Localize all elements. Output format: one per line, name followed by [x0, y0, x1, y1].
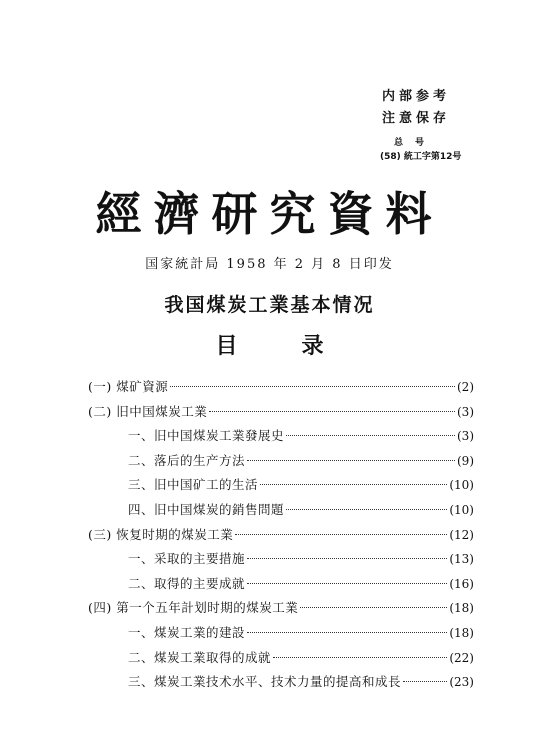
toc-entry	[88, 670, 474, 695]
toc-entry	[88, 572, 474, 597]
toc-entry-label: 三、煤炭工業技术水平、技术力量的提高和成長	[128, 674, 402, 690]
toc-entry-page: (9)	[457, 453, 474, 468]
toc-entry	[88, 523, 474, 548]
toc-entry-label: 一、采取的主要措施	[128, 551, 246, 567]
toc-leader	[273, 657, 447, 658]
page-title: 經濟研究資料	[95, 187, 444, 241]
toc-entry	[88, 449, 474, 474]
toc-entry	[88, 375, 474, 400]
classification-block	[380, 86, 490, 164]
toc-leader	[403, 681, 447, 682]
toc-entry-page: (3)	[457, 429, 474, 444]
toc-entry	[88, 596, 474, 621]
toc-leader	[235, 534, 447, 535]
toc-leader	[170, 386, 455, 387]
toc-leader	[286, 509, 447, 510]
toc-leader	[247, 558, 447, 559]
toc-entry	[88, 621, 474, 646]
toc-entry-page: (2)	[457, 380, 474, 394]
toc-entry	[88, 646, 474, 671]
classification-line-preserve: 注意保存	[382, 111, 451, 126]
toc-entry-page: (18)	[449, 625, 474, 640]
toc-entry-label: (四) 第一个五年計划时期的煤炭工業	[88, 600, 299, 616]
toc-entry-label: 二、落后的生产方法	[128, 452, 246, 468]
total-number-label: 总号	[394, 138, 437, 148]
toc-entry	[88, 547, 474, 572]
toc-leader	[286, 435, 455, 436]
toc-entry	[88, 400, 474, 425]
toc-leader	[247, 460, 455, 461]
toc-entry-page: (22)	[449, 650, 474, 665]
toc-leader	[247, 583, 447, 584]
toc-entry-page: (10)	[449, 478, 474, 493]
toc-entry-label: (一) 煤矿資源	[88, 379, 169, 394]
toc-entry-label: 二、取得的主要成就	[128, 575, 246, 591]
toc-entry-page: (13)	[449, 552, 474, 567]
toc-entry-page: (18)	[449, 601, 474, 616]
toc-entry-page: (12)	[449, 527, 474, 542]
toc-leader	[247, 632, 447, 633]
toc-entry-page: (16)	[449, 576, 474, 591]
toc-entry	[88, 498, 474, 523]
toc-entry-label: 一、煤炭工業的建設	[128, 624, 246, 640]
toc-entry	[88, 473, 474, 498]
document-subtitle: 我国煤炭工業基本情况	[164, 294, 375, 316]
classification-line-internal: 内部参考	[382, 89, 451, 104]
document-number: (58) 統工字第12号	[380, 152, 462, 162]
toc-leader	[260, 484, 447, 485]
issuer-line: 国家統計局 1958 年 2 月 8 日印发	[145, 257, 394, 272]
toc-entry-page: (10)	[449, 502, 474, 517]
toc-entry	[88, 424, 474, 449]
toc-heading: 目录	[215, 334, 388, 359]
toc-entry-label: (三) 恢复时期的煤炭工業	[88, 526, 234, 542]
toc-entry-label: 三、旧中国矿工的生活	[128, 477, 259, 493]
toc-entry-label: (二) 旧中国煤炭工業	[88, 403, 208, 419]
toc-entry-page: (3)	[457, 404, 474, 419]
toc-leader	[209, 411, 455, 412]
table-of-contents	[88, 375, 474, 695]
toc-leader	[300, 607, 447, 608]
toc-entry-label: 一、旧中国煤炭工業發展史	[128, 428, 285, 444]
toc-entry-label: 四、旧中国煤炭的銷售問題	[128, 501, 285, 517]
toc-entry-label: 二、煤炭工業取得的成就	[128, 649, 272, 665]
toc-entry-page: (23)	[449, 675, 474, 690]
